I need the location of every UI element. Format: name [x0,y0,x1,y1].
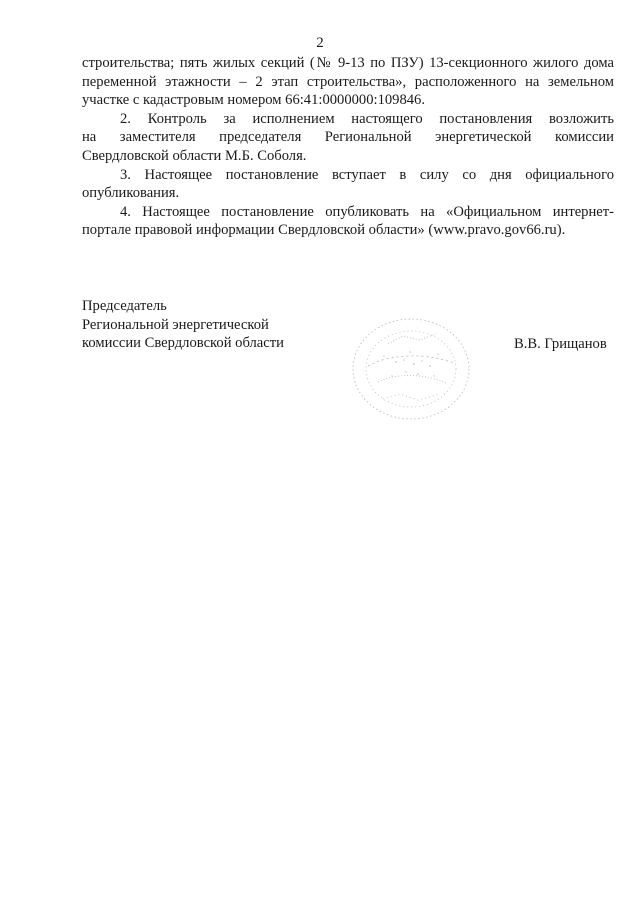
paragraph-2-line: на заместителя председателя Региональной энергетической комиссии [82,129,614,146]
document-body [82,54,614,240]
signer-title-line: комиссии Свердловской области [82,335,284,352]
body-line: строительства; пять жилых секций (№ 9-13 по ПЗУ) 13-секционного жилого дома [82,55,614,71]
official-seal-icon [348,314,474,424]
paragraph-2-line: 2. Контроль за исполнением настоящего постановления возложить [120,110,614,127]
signature-block [82,297,382,353]
page-number: 2 [316,35,324,51]
signer-name: В.В. Грищанов [514,336,607,352]
body-line: переменной этажности – 2 этап строительства», расположенного на земельном [82,73,614,90]
paragraph-4-line: портале правовой информации Свердловской области» (www.pravo.gov66.ru). [82,222,566,239]
paragraph-3-line: 3. Настоящее постановление вступает в силу со дня официального [120,166,614,183]
signer-title-line: Председатель [82,298,167,314]
paragraph-3-line: опубликования. [82,185,180,202]
paragraph-2-line: Свердловской области М.Б. Соболя. [82,147,307,164]
body-line: участке с кадастровым номером 66:41:0000000:109846. [82,92,426,109]
signer-title-line: Региональной энергетической [82,316,269,333]
paragraph-4-line: 4. Настоящее постановление опубликовать на «Официальном интернет- [120,203,614,220]
